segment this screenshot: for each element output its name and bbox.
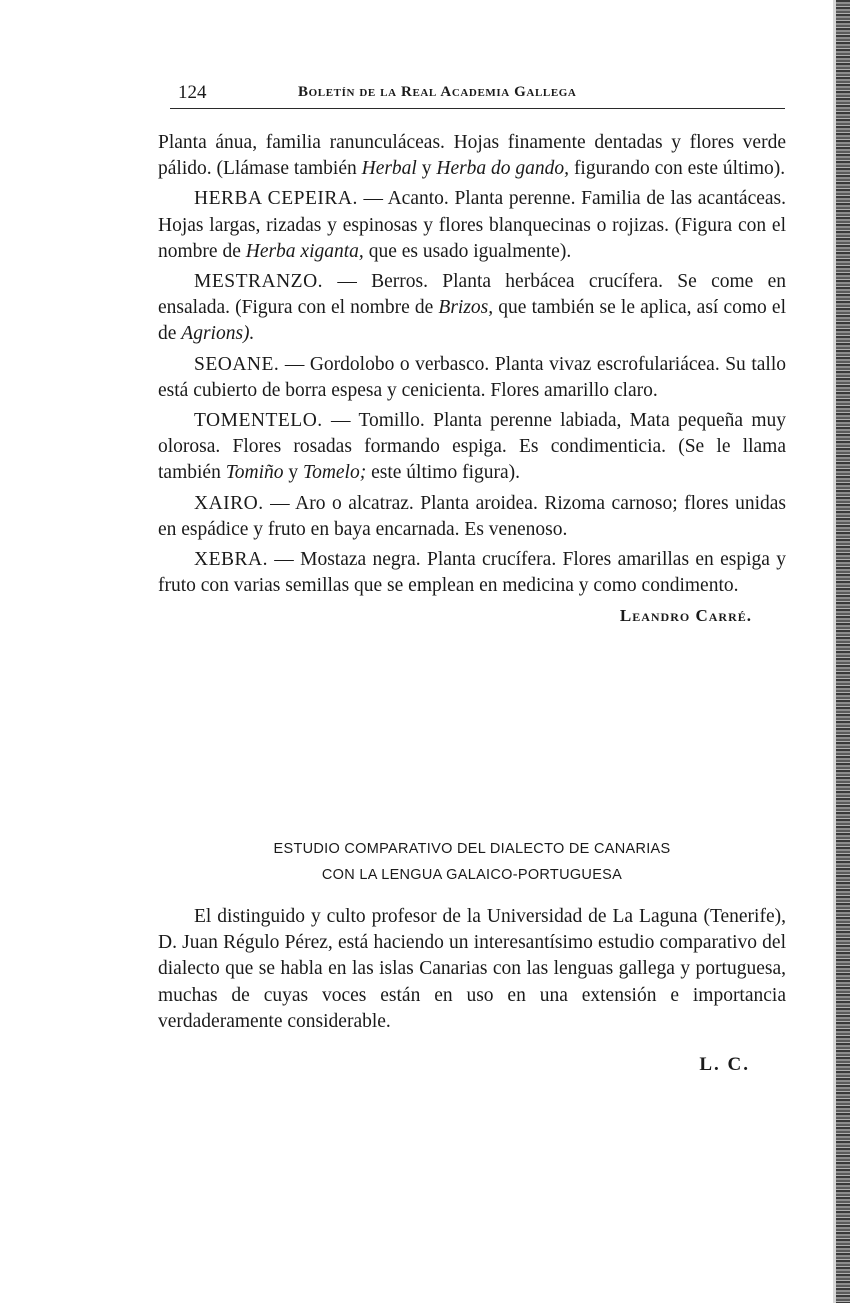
entry-alt-name: Herbal	[361, 158, 417, 180]
entry-text: figurando con este último).	[569, 158, 786, 180]
entry-text: — Aro o alcatraz. Planta aroidea. Rizoma carnoso; flores unidas en espádice y fruto en baya encarnada. Es venenoso.	[158, 492, 786, 540]
entry-term: MESTRANZO.	[194, 271, 324, 293]
entry-alt-name: Tomiño	[225, 462, 284, 484]
entry-text: y	[283, 462, 304, 484]
entry-text: — Mostaza negra. Planta crucífera. Flores amarillas en espiga y fruto con varias semillas que se emplean en medicina y como condimento.	[158, 549, 786, 597]
entry-text: — Gordolobo o verbasco. Planta vivaz escrofulariácea. Su tallo está cubierto de borra espesa y cenicienta. Flores amarillo claro.	[158, 353, 786, 401]
running-title: Boletín de la Real Academia Gallega	[298, 84, 577, 100]
page-number: 124	[178, 82, 207, 103]
entry-xebra	[158, 547, 786, 599]
author-signature: Leandro Carré.	[619, 606, 752, 626]
section-initials: L. C.	[699, 1054, 750, 1075]
entry-alt-name: Herba xiganta,	[245, 240, 364, 262]
entry-alt-name: Herba do gando,	[436, 158, 570, 180]
entry-text: este último figura).	[366, 462, 521, 484]
entry-text: que también se le aplica, así como el de	[158, 297, 786, 345]
entry-seoane	[158, 352, 786, 404]
entry-tomentelo	[158, 408, 786, 487]
page-header	[170, 82, 785, 109]
entry-term: HERBA CEPEIRA.	[194, 188, 358, 210]
entry-mestranzo	[158, 269, 786, 348]
entry-term: XAIRO.	[194, 492, 264, 514]
entry-text: — Tomillo. Planta perenne labiada, Mata pequeña muy olorosa. Flores rosadas formando espiga. Es condimenticia. (Se le llama también	[158, 410, 786, 484]
entry-text: y	[416, 158, 437, 180]
entry-text: Planta ánua, familia ranunculáceas. Hojas finamente dentadas y flores verde pálido. (Llámase también	[158, 132, 786, 180]
entry-text: — Berros. Planta herbácea crucífera. Se come en ensalada. (Figura con el nombre de	[158, 271, 786, 319]
entry-term: XEBRA.	[194, 549, 268, 571]
glossary-entries	[158, 130, 786, 630]
section-title-line-2: CON LA LENGUA GALAICO-PORTUGUESA	[321, 867, 623, 883]
scan-edge-border	[836, 0, 850, 1303]
entry-alt-name: Tomelo;	[303, 462, 367, 484]
entry-alt-name: Agrions).	[181, 323, 255, 345]
entry-text: — Acanto. Planta perenne. Familia de las acantáceas. Hojas largas, rizadas y espinosas y flores blanquecinas o rojizas. (Figura con el nombre de	[158, 188, 786, 262]
entry-alt-name: Brizos,	[438, 297, 494, 319]
section-body: El distinguido y culto profesor de la Universidad de La Laguna (Tenerife), D. Juan Régulo Pérez, está haciendo un interesantísimo estudio comparativo del dialecto que se habla en las islas Canarias con las lenguas gallega y portuguesa, muchas de cuyas voces están en uso en una extensión e importancia verdaderamente considerable.	[158, 906, 786, 1032]
entry-continuation	[158, 130, 786, 182]
entry-herba-cepeira	[158, 186, 786, 265]
entry-text: que es usado igualmente).	[363, 240, 572, 262]
entry-xairo	[158, 491, 786, 543]
entry-term: TOMENTELO.	[194, 410, 323, 432]
entry-term: SEOANE.	[194, 353, 280, 375]
section-title-line-1: ESTUDIO COMPARATIVO DEL DIALECTO DE CANARIAS	[273, 841, 671, 857]
section-heading	[158, 836, 786, 888]
